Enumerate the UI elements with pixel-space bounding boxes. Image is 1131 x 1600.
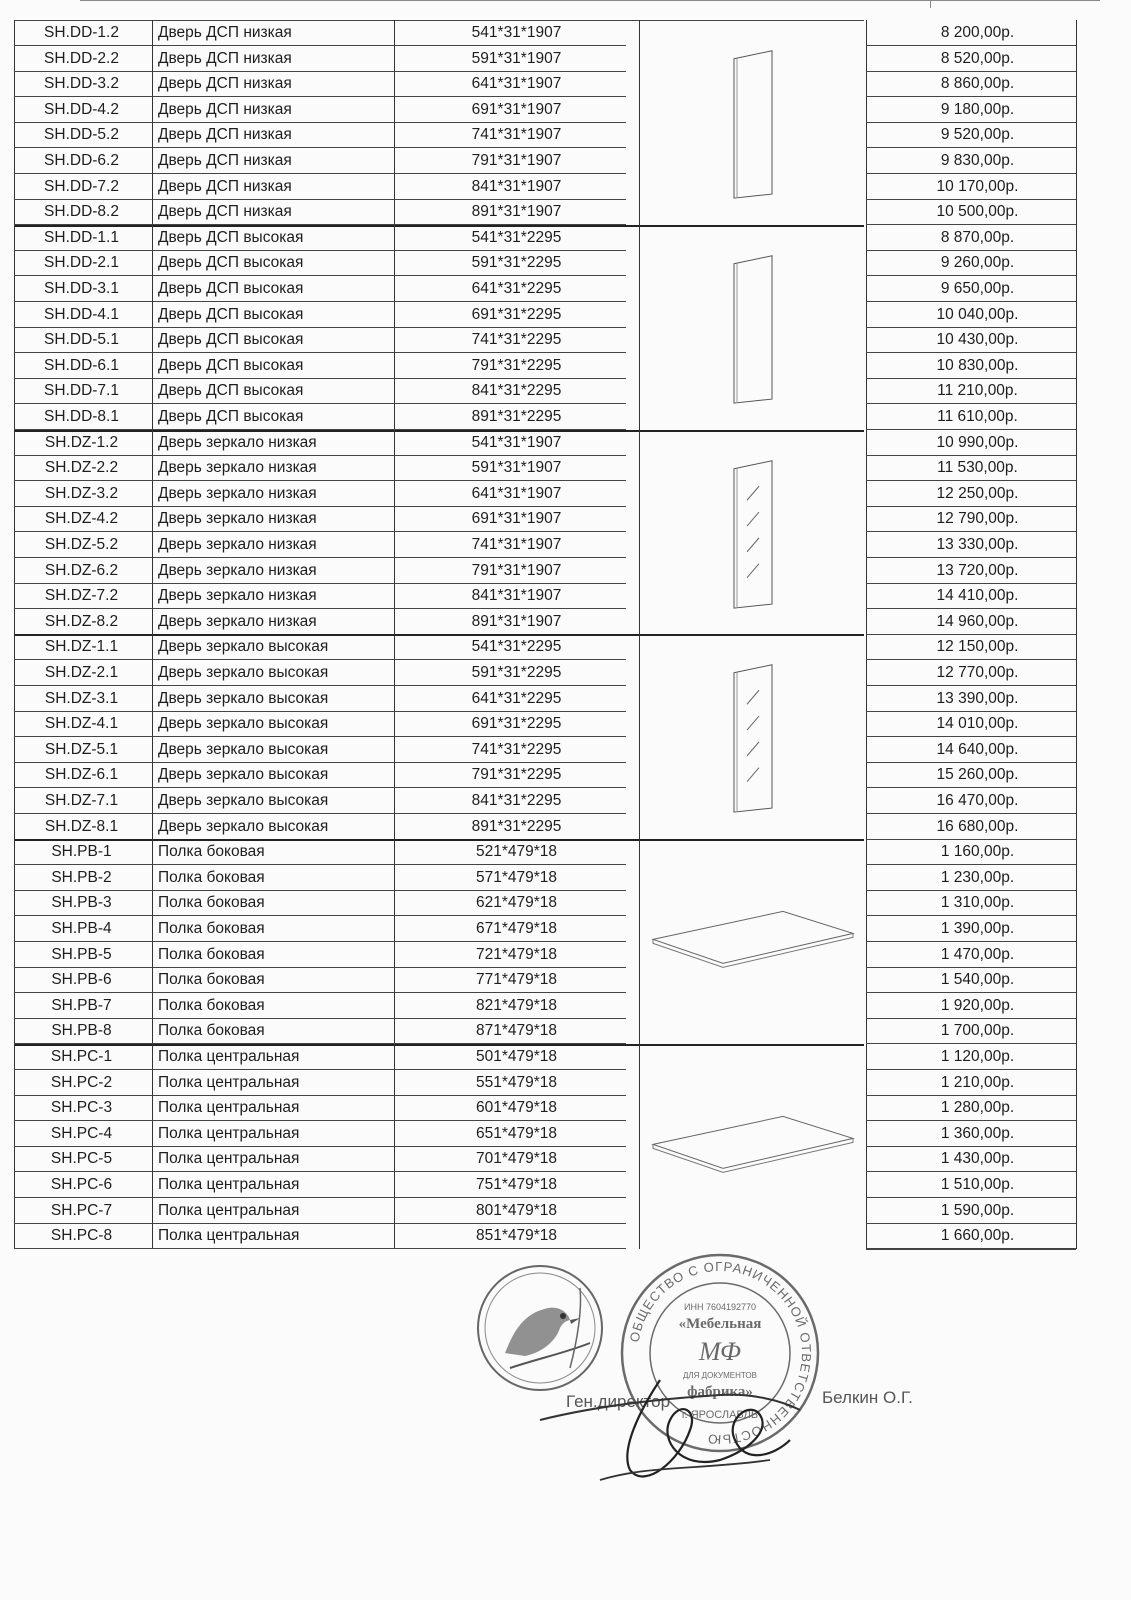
item-size: 721*479*18 [475,945,558,963]
item-size: 541*31*2295 [471,228,562,246]
item-code: SH.PC-5 [50,1150,113,1168]
column-line [1076,634,1077,839]
table-row [14,1198,1094,1224]
door-chipboard-icon [640,20,866,225]
item-price: 11 610,00р. [937,407,1018,425]
item-code: SH.DD-6.1 [44,356,119,374]
item-name: Полка боковая [158,894,265,912]
item-name: Полка центральная [158,1227,300,1245]
item-code: SH.DZ-5.2 [44,535,119,553]
item-size: 891*31*2295 [471,407,562,425]
group-dz-high [14,634,1094,839]
item-name: Полка боковая [158,1022,265,1040]
table-row [14,737,1094,763]
item-code: SH.PC-4 [50,1124,113,1142]
item-name: Дверь зеркало низкая [158,433,317,451]
item-size: 621*479*18 [475,894,558,912]
item-name: Дверь ДСП высокая [158,228,304,246]
item-size: 891*31*1907 [471,612,562,630]
column-line [1076,839,1077,1044]
item-price: 9 520,00р. [940,126,1015,144]
item-name: Дверь зеркало высокая [158,740,329,758]
item-name: Дверь ДСП низкая [158,203,292,221]
item-price: 1 660,00р. [940,1227,1015,1245]
item-code: SH.DZ-4.1 [44,715,119,733]
table-row [14,481,1094,507]
door-mirror-icon [640,430,866,635]
item-name: Дверь зеркало высокая [158,766,329,784]
item-name: Полка боковая [158,945,265,963]
stamp-monogram: МФ [699,1337,741,1366]
table-row [14,1018,1094,1044]
group-dz-low [14,430,1094,635]
top-border [80,0,1100,1]
item-size: 791*31*2295 [471,356,562,374]
column-line [1076,1044,1077,1249]
item-size: 551*479*18 [475,1073,558,1091]
item-size: 771*479*18 [475,971,558,989]
item-size: 891*31*2295 [471,817,562,835]
item-size: 841*31*1907 [471,587,562,605]
stamp-ring-text: ОБЩЕСТВО С ОГРАНИЧЕННОЙ ОТВЕТСТВЕННОСТЬЮ [626,1258,815,1448]
item-size: 821*479*18 [475,996,558,1014]
item-price: 16 470,00р. [936,791,1019,809]
item-size: 691*31*2295 [471,305,562,323]
item-name: Дверь ДСП высокая [158,356,304,374]
item-size: 801*479*18 [475,1201,558,1219]
item-size: 691*31*2295 [471,715,562,733]
item-price: 9 650,00р. [940,279,1015,297]
door-chipboard-icon [640,225,866,430]
item-code: SH.DD-5.2 [44,126,119,144]
item-price: 10 040,00р. [936,305,1019,323]
item-code: SH.DZ-3.1 [44,689,119,707]
group-pb [14,839,1094,1044]
table-row [14,430,1094,456]
item-name: Полка центральная [158,1150,300,1168]
item-price: 1 310,00р. [940,894,1015,912]
item-name: Дверь ДСП высокая [158,254,304,272]
table-row [14,916,1094,942]
item-price: 8 860,00р. [940,75,1015,93]
item-price: 10 430,00р. [936,331,1019,349]
table-row [14,302,1094,328]
item-name: Полка центральная [158,1048,300,1065]
table-row [14,686,1094,712]
item-code: SH.PC-8 [50,1227,113,1245]
table-row [14,404,1094,430]
item-price: 1 920,00р. [940,996,1015,1014]
item-price: 1 700,00р. [940,1022,1015,1040]
item-name: Дверь зеркало высокая [158,715,329,733]
item-price: 9 180,00р. [940,100,1015,118]
item-code: SH.DZ-6.2 [44,561,119,579]
item-price: 16 680,00р. [936,817,1019,835]
item-price: 11 210,00р. [937,382,1018,400]
item-size: 751*479*18 [475,1176,558,1193]
item-name: Дверь ДСП низкая [158,100,292,118]
table-row [14,174,1094,200]
table-row [14,1044,1094,1070]
item-price: 1 280,00р. [940,1099,1015,1117]
item-size: 741*31*1907 [471,535,562,553]
item-size: 741*31*1907 [471,126,562,144]
item-price: 1 430,00р. [940,1150,1015,1168]
table-row [14,148,1094,174]
item-code: SH.PB-6 [51,971,112,989]
table-row [14,455,1094,481]
item-name: Полка центральная [158,1201,300,1219]
item-name: Дверь зеркало высокая [158,689,329,707]
item-price: 1 510,00р. [940,1176,1015,1193]
table-row [14,1223,1094,1249]
item-code: SH.DD-3.2 [44,75,119,93]
item-size: 641*31*2295 [471,689,562,707]
item-name: Дверь зеркало низкая [158,510,317,528]
item-name: Дверь зеркало высокая [158,663,329,681]
item-name: Дверь ДСП низкая [158,49,292,67]
item-name: Дверь зеркало низкая [158,561,317,579]
item-price: 14 410,00р. [936,587,1019,605]
item-code: SH.DD-3.1 [44,279,119,297]
item-name: Полка центральная [158,1124,300,1142]
handwritten-signature-icon [520,1340,820,1500]
item-code: SH.PB-3 [51,894,112,912]
item-price: 9 260,00р. [940,254,1015,272]
item-size: 891*31*1907 [471,203,562,221]
table-row [14,762,1094,788]
item-name: Дверь зеркало низкая [158,535,317,553]
item-name: Дверь зеркало низкая [158,484,317,502]
item-size: 501*479*18 [475,1048,558,1065]
item-price: 1 360,00р. [940,1124,1015,1142]
group-dd-low [14,20,1094,225]
item-price: 13 390,00р. [936,689,1019,707]
table-row [14,1095,1094,1121]
item-name: Полка боковая [158,919,265,937]
item-code: SH.DZ-1.2 [44,433,119,451]
item-price: 11 530,00р. [937,459,1018,477]
stamp-city: г. ЯРОСЛАВЛЬ [681,1409,759,1421]
item-price: 12 250,00р. [936,484,1019,502]
table-row [14,20,1094,46]
item-name: Полка боковая [158,996,265,1014]
item-price: 1 210,00р. [940,1073,1015,1091]
item-size: 591*31*2295 [471,254,562,272]
item-size: 541*31*1907 [471,24,562,41]
item-size: 671*479*18 [475,919,558,937]
top-border-mark [930,0,931,8]
shelf-icon [640,839,866,1044]
table-row [14,967,1094,993]
item-name: Дверь ДСП низкая [158,177,292,195]
item-code: SH.DD-1.2 [44,24,119,41]
table-row [14,711,1094,737]
item-price: 10 830,00р. [936,356,1019,374]
item-size: 571*479*18 [475,868,558,886]
item-name: Дверь зеркало высокая [158,817,329,835]
item-size: 641*31*1907 [471,75,562,93]
item-size: 651*479*18 [475,1124,558,1142]
item-size: 741*31*2295 [471,331,562,349]
item-name: Полка центральная [158,1073,300,1091]
item-name: Дверь зеркало высокая [158,791,329,809]
item-code: SH.PB-1 [51,843,112,861]
table-row [14,839,1094,865]
item-price: 10 170,00р. [936,177,1019,195]
item-name: Полка боковая [158,971,265,989]
item-price: 1 390,00р. [940,919,1015,937]
item-code: SH.DD-2.1 [44,254,119,272]
item-name: Дверь ДСП низкая [158,126,292,144]
item-size: 691*31*1907 [471,100,562,118]
door-mirror-icon [640,634,866,839]
item-size: 591*31*1907 [471,459,562,477]
stamp-inn: ИНН 7604192770 [683,1302,757,1312]
item-size: 851*479*18 [475,1227,558,1245]
item-code: SH.DZ-1.1 [44,638,119,656]
item-code: SH.DD-5.1 [44,331,119,349]
item-price: 1 230,00р. [940,868,1015,886]
item-price: 1 120,00р. [940,1048,1015,1065]
item-price: 12 790,00р. [936,510,1019,528]
item-name: Дверь ДСП высокая [158,279,304,297]
item-name: Полка боковая [158,843,265,861]
item-name: Дверь зеркало высокая [158,638,329,656]
item-size: 701*479*18 [475,1150,558,1168]
item-code: SH.DD-1.1 [44,228,119,246]
item-price: 14 010,00р. [936,715,1019,733]
item-code: SH.DZ-8.1 [44,817,119,835]
item-price: 13 720,00р. [936,561,1019,579]
item-price: 1 470,00р. [940,945,1015,963]
table-row [14,378,1094,404]
stamp-purpose: ДЛЯ ДОКУМЕНТОВ [682,1371,758,1380]
table-row [14,250,1094,276]
item-price: 8 520,00р. [940,49,1015,67]
table-row [14,609,1094,635]
item-size: 521*479*18 [475,843,558,861]
item-code: SH.DD-7.1 [44,382,119,400]
stamp-name-top: «Мебельная [678,1316,762,1332]
item-price: 12 150,00р. [936,638,1019,656]
item-name: Дверь зеркало низкая [158,612,317,630]
item-name: Дверь ДСП высокая [158,407,304,425]
item-price: 10 500,00р. [936,203,1019,221]
table-row [14,1146,1094,1172]
item-price: 1 590,00р. [940,1201,1015,1219]
table-row [14,276,1094,302]
item-name: Полка боковая [158,868,265,886]
item-code: SH.DD-4.2 [44,100,119,118]
item-code: SH.DZ-6.1 [44,766,119,784]
item-size: 541*31*1907 [471,433,562,451]
table-row [14,558,1094,584]
item-size: 841*31*1907 [471,177,562,195]
column-line [1076,225,1077,430]
item-size: 541*31*2295 [471,638,562,656]
item-code: SH.PC-7 [50,1201,113,1219]
shelf-icon [640,1044,866,1249]
table-row [14,46,1094,72]
table-row [14,660,1094,686]
item-size: 591*31*2295 [471,663,562,681]
item-code: SH.DZ-7.1 [44,791,119,809]
table-row [14,634,1094,660]
item-size: 691*31*1907 [471,510,562,528]
item-code: SH.DZ-3.2 [44,484,119,502]
group-dd-high [14,225,1094,430]
item-code: SH.DZ-8.2 [44,612,119,630]
column-line [1076,430,1077,635]
item-price: 8 870,00р. [940,228,1015,246]
item-name: Полка центральная [158,1099,300,1117]
table-row [14,788,1094,814]
item-size: 641*31*1907 [471,484,562,502]
signature-person: Белкин О.Г. [822,1388,913,1407]
item-code: SH.PB-4 [51,919,112,937]
item-size: 591*31*1907 [471,49,562,67]
item-code: SH.DD-8.1 [44,407,119,425]
item-name: Дверь зеркало низкая [158,587,317,605]
table-row [14,532,1094,558]
table-row [14,583,1094,609]
item-price: 14 960,00р. [936,612,1019,630]
item-name: Дверь ДСП высокая [158,382,304,400]
stamp-name-bottom: фабрика» [687,1384,753,1400]
table-row [14,327,1094,353]
item-code: SH.DD-7.2 [44,177,119,195]
item-name: Дверь ДСП высокая [158,331,304,349]
item-code: SH.PB-2 [51,868,112,886]
item-size: 601*479*18 [475,1099,558,1117]
item-size: 871*479*18 [475,1022,558,1040]
table-row [14,353,1094,379]
table-row [14,225,1094,251]
item-price: 12 770,00р. [936,663,1019,681]
table-row [14,865,1094,891]
item-code: SH.PB-5 [51,945,112,963]
item-price: 14 640,00р. [936,740,1019,758]
item-name: Дверь ДСП низкая [158,152,292,169]
table-row [14,993,1094,1019]
table-row [14,199,1094,225]
table-row [14,942,1094,968]
item-price: 13 330,00р. [936,535,1019,553]
item-code: SH.PB-7 [51,996,112,1014]
item-code: SH.PC-1 [50,1048,113,1065]
table-row [14,97,1094,123]
table-row [14,1121,1094,1147]
column-line [1076,20,1077,225]
item-code: SH.PC-2 [50,1073,113,1091]
table-row [14,506,1094,532]
item-size: 841*31*2295 [471,791,562,809]
item-code: SH.DD-4.1 [44,305,119,323]
item-code: SH.PB-8 [51,1022,112,1040]
item-code: SH.DD-8.2 [44,203,119,221]
table-row [14,71,1094,97]
item-code: SH.DZ-2.2 [44,459,119,477]
item-name: Дверь ДСП высокая [158,305,304,323]
item-code: SH.DD-6.2 [44,152,119,169]
item-price: 9 830,00р. [940,152,1015,169]
item-code: SH.DZ-4.2 [44,510,119,528]
item-name: Дверь ДСП низкая [158,24,292,41]
item-code: SH.PC-6 [50,1176,113,1193]
item-name: Дверь зеркало низкая [158,459,317,477]
item-code: SH.PC-3 [50,1099,113,1117]
signature-area [0,1250,1131,1600]
item-price: 1 540,00р. [940,971,1015,989]
table-row [14,890,1094,916]
item-size: 741*31*2295 [471,740,562,758]
signature-title: Ген.директор [566,1392,671,1411]
item-price: 1 160,00р. [940,843,1015,861]
item-price: 10 990,00р. [936,433,1019,451]
table-row [14,814,1094,840]
item-code: SH.DZ-2.1 [44,663,119,681]
table-row [14,1172,1094,1198]
item-price: 8 200,00р. [940,24,1015,41]
table-row [14,1070,1094,1096]
item-price: 15 260,00р. [936,766,1019,784]
group-pc [14,1044,1094,1249]
item-code: SH.DD-2.2 [44,49,119,67]
item-name: Дверь ДСП низкая [158,75,292,93]
item-size: 841*31*2295 [471,382,562,400]
item-size: 791*31*2295 [471,766,562,784]
table-row [14,122,1094,148]
item-size: 641*31*2295 [471,279,562,297]
item-name: Полка центральная [158,1176,300,1193]
item-code: SH.DZ-5.1 [44,740,119,758]
item-size: 791*31*1907 [471,152,562,169]
item-code: SH.DZ-7.2 [44,587,119,605]
item-size: 791*31*1907 [471,561,562,579]
